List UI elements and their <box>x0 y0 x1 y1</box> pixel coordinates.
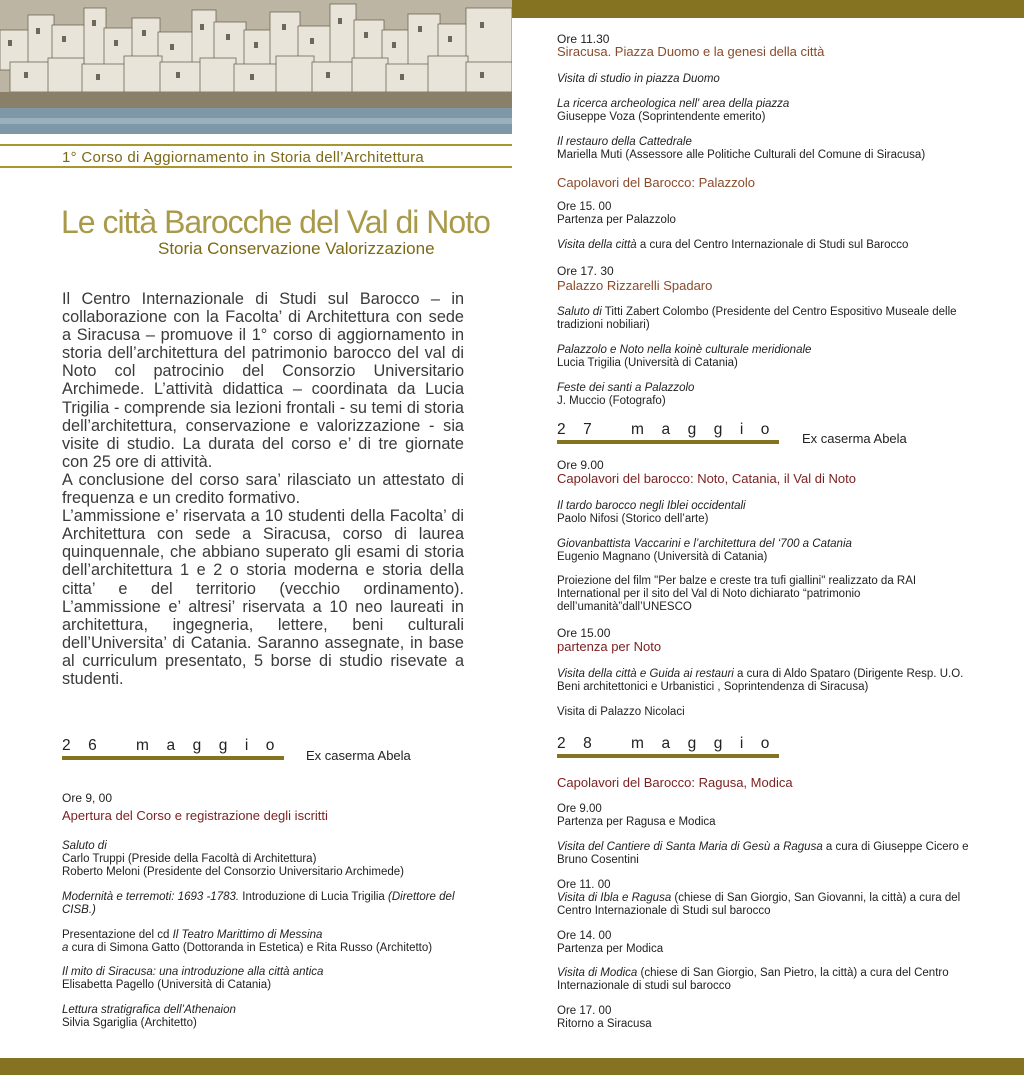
section-heading: Apertura del Corso e registrazione degli iscritti <box>62 808 328 823</box>
intro-paragraph: A conclusione del corso sara’ rilasciato un attestato di frequenza e un credito formativo. <box>62 470 464 508</box>
program-item-speaker: Paolo Nifosi (Storico dell’arte) <box>557 513 709 525</box>
program-item-text: cura di Simona Gatto (Dottoranda in Estetica) e Rita Russo (Architetto) <box>68 942 433 954</box>
program-item <box>557 73 987 86</box>
course-bottom-rule <box>0 166 512 168</box>
program-item-title: Visita della città <box>557 239 637 251</box>
program-item-text: a cura di Giuseppe Cicero e Bruno Cosentini <box>557 841 969 866</box>
program-item <box>62 891 472 917</box>
program-item <box>557 841 977 867</box>
program-item-speaker: Silvia Sgariglia (Architetto) <box>62 1017 197 1029</box>
course-label: 1° Corso di Aggiornamento in Storia dell’Architettura <box>62 149 425 166</box>
program-item-text: (chiese di San Giorgio, San Giovanni, la città) a cura del Centro Internazionale di Studi sul barocco <box>557 892 961 917</box>
time-label: Ore 9, 00 <box>62 791 113 805</box>
time-label: Ore 17. 30 <box>557 264 614 278</box>
program-item-text: Presentazione del cd <box>62 929 173 941</box>
program-item <box>557 344 987 370</box>
program-item <box>557 879 977 918</box>
program-item-text: a cura di Aldo Spataro (Dirigente Resp. U.O. Beni architettonici e Urbanistici , Soprintendenza di Siracusa) <box>557 668 964 693</box>
bottom-bar <box>0 1058 1024 1075</box>
section-heading: Capolavori del Barocco: Ragusa, Modica <box>557 775 793 790</box>
program-item-title: Lettura stratigrafica dell’Athenaion <box>62 1004 236 1016</box>
program-item-speaker: Giuseppe Voza (Soprintendente emerito) <box>557 111 766 123</box>
program-item-text: Introduzione di Lucia Trigilia <box>239 891 389 903</box>
program-item <box>557 201 987 227</box>
program-item <box>557 500 987 526</box>
program-item-title: Il mito di Siracusa: una introduzione alla città antica <box>62 966 324 978</box>
program-item <box>557 967 977 993</box>
time-label: Ore 11.30 <box>557 32 610 46</box>
program-item <box>557 239 987 252</box>
day-27-venue: Ex caserma Abela <box>802 431 907 446</box>
program-item-speaker: Carlo Truppi (Preside della Facoltà di Architettura) <box>62 853 317 865</box>
program-item-text: Titti Zabert Colombo (Presidente del Centro Espositivo Museale delle tradizioni nobiliari) <box>557 306 957 331</box>
program-item <box>557 136 987 162</box>
program-item-title: Il Teatro Marittimo di Messina <box>172 929 323 941</box>
program-item-text: Partenza per Ragusa e Modica <box>557 816 716 828</box>
program-item-text: Partenza per Modica <box>557 943 664 955</box>
program-item: Proiezione del film "Per balze e creste tra tufi giallini" realizzato da RAI International per il sito del Val di Noto dichiarato “patrimonio dell’umanità”dall’UNESCO <box>557 575 917 613</box>
program-item-text: Partenza per Palazzolo <box>557 214 676 226</box>
program-item-title: Saluto di <box>557 306 602 318</box>
day-28-heading: 28 maggio <box>557 735 787 752</box>
time-label: Ore 15. 00 <box>557 201 612 213</box>
program-item-title: Visita di Ibla e Ragusa <box>557 892 672 904</box>
city-engraving-image <box>0 0 512 134</box>
section-heading: Capolavori del Barocco: Palazzolo <box>557 175 755 190</box>
program-item <box>62 840 472 879</box>
page-title: Le città Barocche del Val di Noto <box>61 204 490 240</box>
program-item <box>557 538 987 564</box>
section-heading: Capolavori del barocco: Noto, Catania, il Val di Noto <box>557 471 856 486</box>
program-item-title: Modernità e terremoti: 1693 -1783. <box>62 891 240 903</box>
day-28-rule <box>557 754 779 758</box>
program-item-title: Saluto di <box>62 840 107 852</box>
top-bar <box>512 0 1024 18</box>
program-item-speaker: Eugenio Magnano (Università di Catania) <box>557 551 768 563</box>
program-item-speaker: Mariella Muti (Assessore alle Politiche Culturali del Comune di Siracusa) <box>557 149 926 161</box>
intro-text <box>62 290 464 688</box>
program-item-text: (chiese di San Giorgio, San Pietro, la città) a cura del Centro Internazionale di studi sul barocco <box>557 967 949 992</box>
section-heading: Palazzo Rizzarelli Spadaro <box>557 278 713 293</box>
page-subtitle: Storia Conservazione Valorizzazione <box>158 239 435 258</box>
time-label: Ore 9.00 <box>557 458 604 472</box>
program-item <box>557 306 987 332</box>
day-26-rule <box>62 756 284 760</box>
program-item-text: a <box>62 942 69 954</box>
program-item-title: Visita della città e Guida ai restauri <box>557 668 734 680</box>
program-item-title: Visita di studio in piazza Duomo <box>557 73 720 85</box>
program-item-title: Visita del Cantiere di Santa Maria di Gesù a Ragusa <box>557 841 823 853</box>
day-26-venue: Ex caserma Abela <box>306 748 411 763</box>
program-item-text: Ritorno a Siracusa <box>557 1018 652 1030</box>
program-item <box>557 98 987 124</box>
program-item <box>557 382 987 408</box>
program-item-text: a cura del Centro Internazionale di Studi sul Barocco <box>636 239 909 251</box>
program-item-title: Il restauro della Cattedrale <box>557 136 692 148</box>
program-item-title: Visita di Modica <box>557 967 638 979</box>
program-item <box>557 803 987 829</box>
section-heading: Siracusa. Piazza Duomo e la genesi della città <box>557 44 825 59</box>
course-top-rule <box>0 144 512 146</box>
program-item-speaker: J. Muccio (Fotografo) <box>557 395 666 407</box>
time-label: Ore 17. 00 <box>557 1005 612 1017</box>
program-item <box>62 929 472 955</box>
program-item-title: Feste dei santi a Palazzolo <box>557 382 695 394</box>
section-heading: partenza per Noto <box>557 639 662 654</box>
program-item-speaker: Elisabetta Pagello (Università di Catania) <box>62 979 272 991</box>
program-item-title: Palazzolo e Noto nella koinè culturale meridionale <box>557 344 812 356</box>
program-item <box>557 930 987 956</box>
program-item <box>557 668 977 694</box>
program-item <box>62 1004 472 1030</box>
day-27-heading: 27 maggio <box>557 421 787 438</box>
time-label: Ore 14. 00 <box>557 930 612 942</box>
program-item: Visita di Palazzo Nicolaci <box>557 706 685 718</box>
intro-paragraph: L’ammissione e’ riservata a 10 studenti della Facolta’ di Architettura con sede a Siracusa, corso di laurea quinquennale, che abbiano superato gli esami di storia dell’architettura 1 e 2 o storia moderna e storia della citta’ e del territorio (vecchio ordinamento). L’ammissione e’ altresi’ riservata a 10 neo laureati in architettura, ingegneria, lettere, beni culturali dell’Universita’ di Catania. Saranno assegnate, in base al curriculum presentato, 5 borse di studio risevate a studenti. <box>62 507 464 688</box>
day-26-heading: 26 maggio <box>62 737 292 754</box>
time-label: Ore 11. 00 <box>557 879 611 891</box>
intro-paragraph: Il Centro Internazionale di Studi sul Barocco – in collaborazione con la Facolta’ di Architettura con sede a Siracusa – promuove il 1° corso di aggiornamento in storia dell’architettura del patrimonio barocco del val di Noto col patrocinio del Consorzio Universitario Archimede. L’attività didattica – coordinata da Lucia Trigilia - comprende sia lezioni frontali - su temi di storia dell’architettura, conservazione e valorizzazione - sia visite di studio. La durata del corso e’ di tre giornate con 25 ore di attività. <box>62 290 464 471</box>
program-item-note: (Direttore del CISB.) <box>62 891 455 916</box>
program-item <box>557 1005 987 1031</box>
time-label: Ore 9.00 <box>557 803 602 815</box>
program-item-speaker: Roberto Meloni (Presidente del Consorzio Universitario Archimede) <box>62 866 404 878</box>
program-item-title: Giovanbattista Vaccarini e l’architettura del ‘700 a Catania <box>557 538 852 550</box>
program-item <box>62 966 472 992</box>
program-item-speaker: Lucia Trigilia (Università di Catania) <box>557 357 738 369</box>
time-label: Ore 15.00 <box>557 626 611 640</box>
program-item-title: La ricerca archeologica nell' area della piazza <box>557 98 790 110</box>
day-27-rule <box>557 440 779 444</box>
program-item-title: Il tardo barocco negli Iblei occidentali <box>557 500 746 512</box>
